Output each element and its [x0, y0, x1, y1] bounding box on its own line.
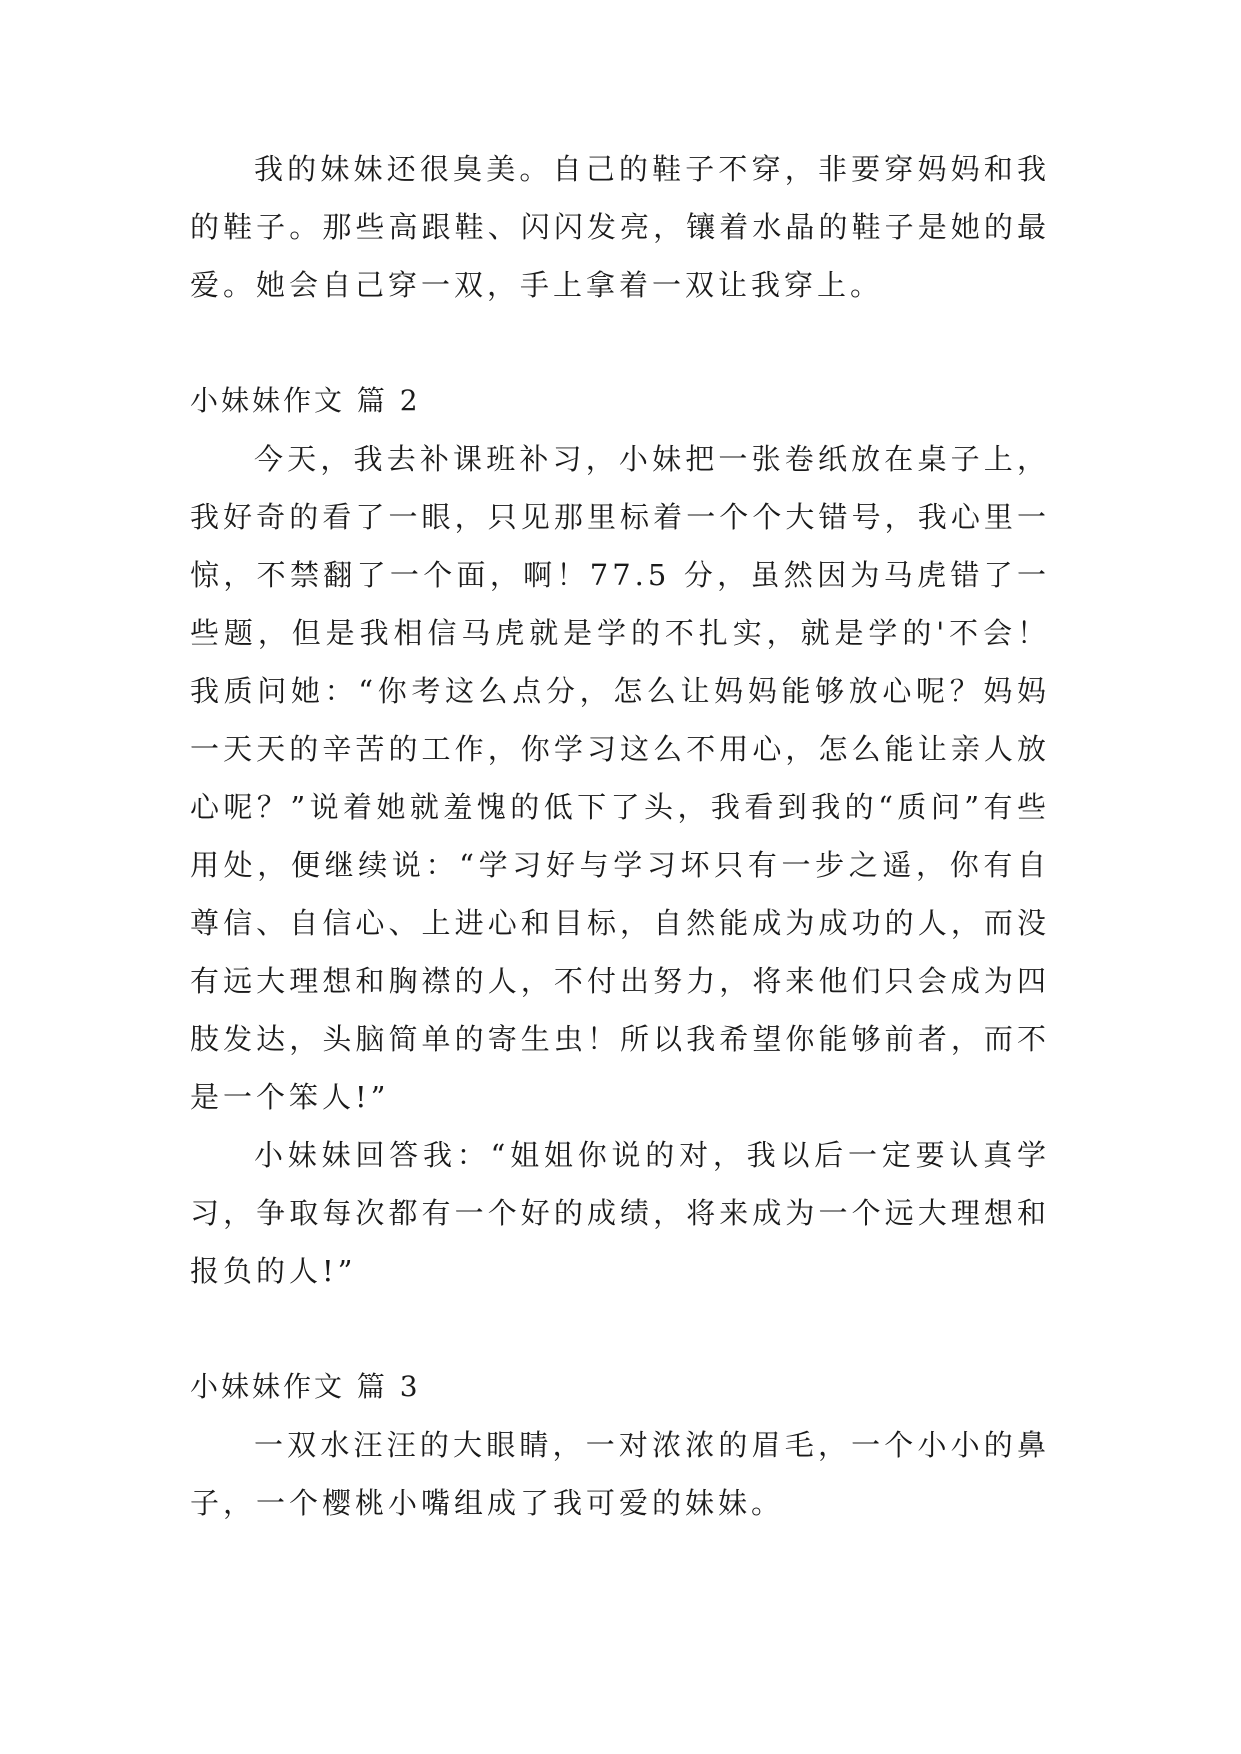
section-2-heading: 小妹妹作文 篇 2 — [190, 384, 421, 417]
section-spacer — [190, 1300, 1050, 1358]
section-2-paragraph-2: 小妹妹回答我：“姐姐你说的对，我以后一定要认真学习，争取每次都有一个好的成绩，将来成为一个远大理想和报负的人!” — [190, 1138, 1050, 1288]
section-spacer — [190, 314, 1050, 372]
intro-paragraph: 我的妹妹还很臭美。自己的鞋子不穿，非要穿妈妈和我的鞋子。那些高跟鞋、闪闪发亮，镶着水晶的鞋子是她的最爱。她会自己穿一双，手上拿着一双让我穿上。 — [190, 152, 1050, 302]
section-3-heading: 小妹妹作文 篇 3 — [190, 1370, 421, 1403]
section-3-paragraph-1: 一双水汪汪的大眼睛，一对浓浓的眉毛，一个小小的鼻子，一个樱桃小嘴组成了我可爱的妹妹。 — [190, 1428, 1050, 1520]
section-2-paragraph-1: 今天，我去补课班补习，小妹把一张卷纸放在桌子上，我好奇的看了一眼，只见那里标着一个个大错号，我心里一惊，不禁翻了一个面，啊！77.5 分，虽然因为马虎错了一些题，但是我相信马虎就是学的不扎实，就是学的'不会！我质问她：“你考这么点分，怎么让妈妈能够放心呢？妈妈一天天的辛苦的工作，你学习这么不用心，怎么能让亲人放心呢？”说着她就羞愧的低下了头，我看到我的“质问”有些用处，便继续说：“学习好与学习坏只有一步之遥，你有自尊信、自信心、上进心和目标，自然能成为成功的人，而没有远大理想和胸襟的人，不付出努力，将来他们只会成为四肢发达，头脑简单的寄生虫！所以我希望你能够前者，而不是一个笨人!” — [190, 442, 1050, 1114]
document-body — [190, 140, 1050, 1532]
